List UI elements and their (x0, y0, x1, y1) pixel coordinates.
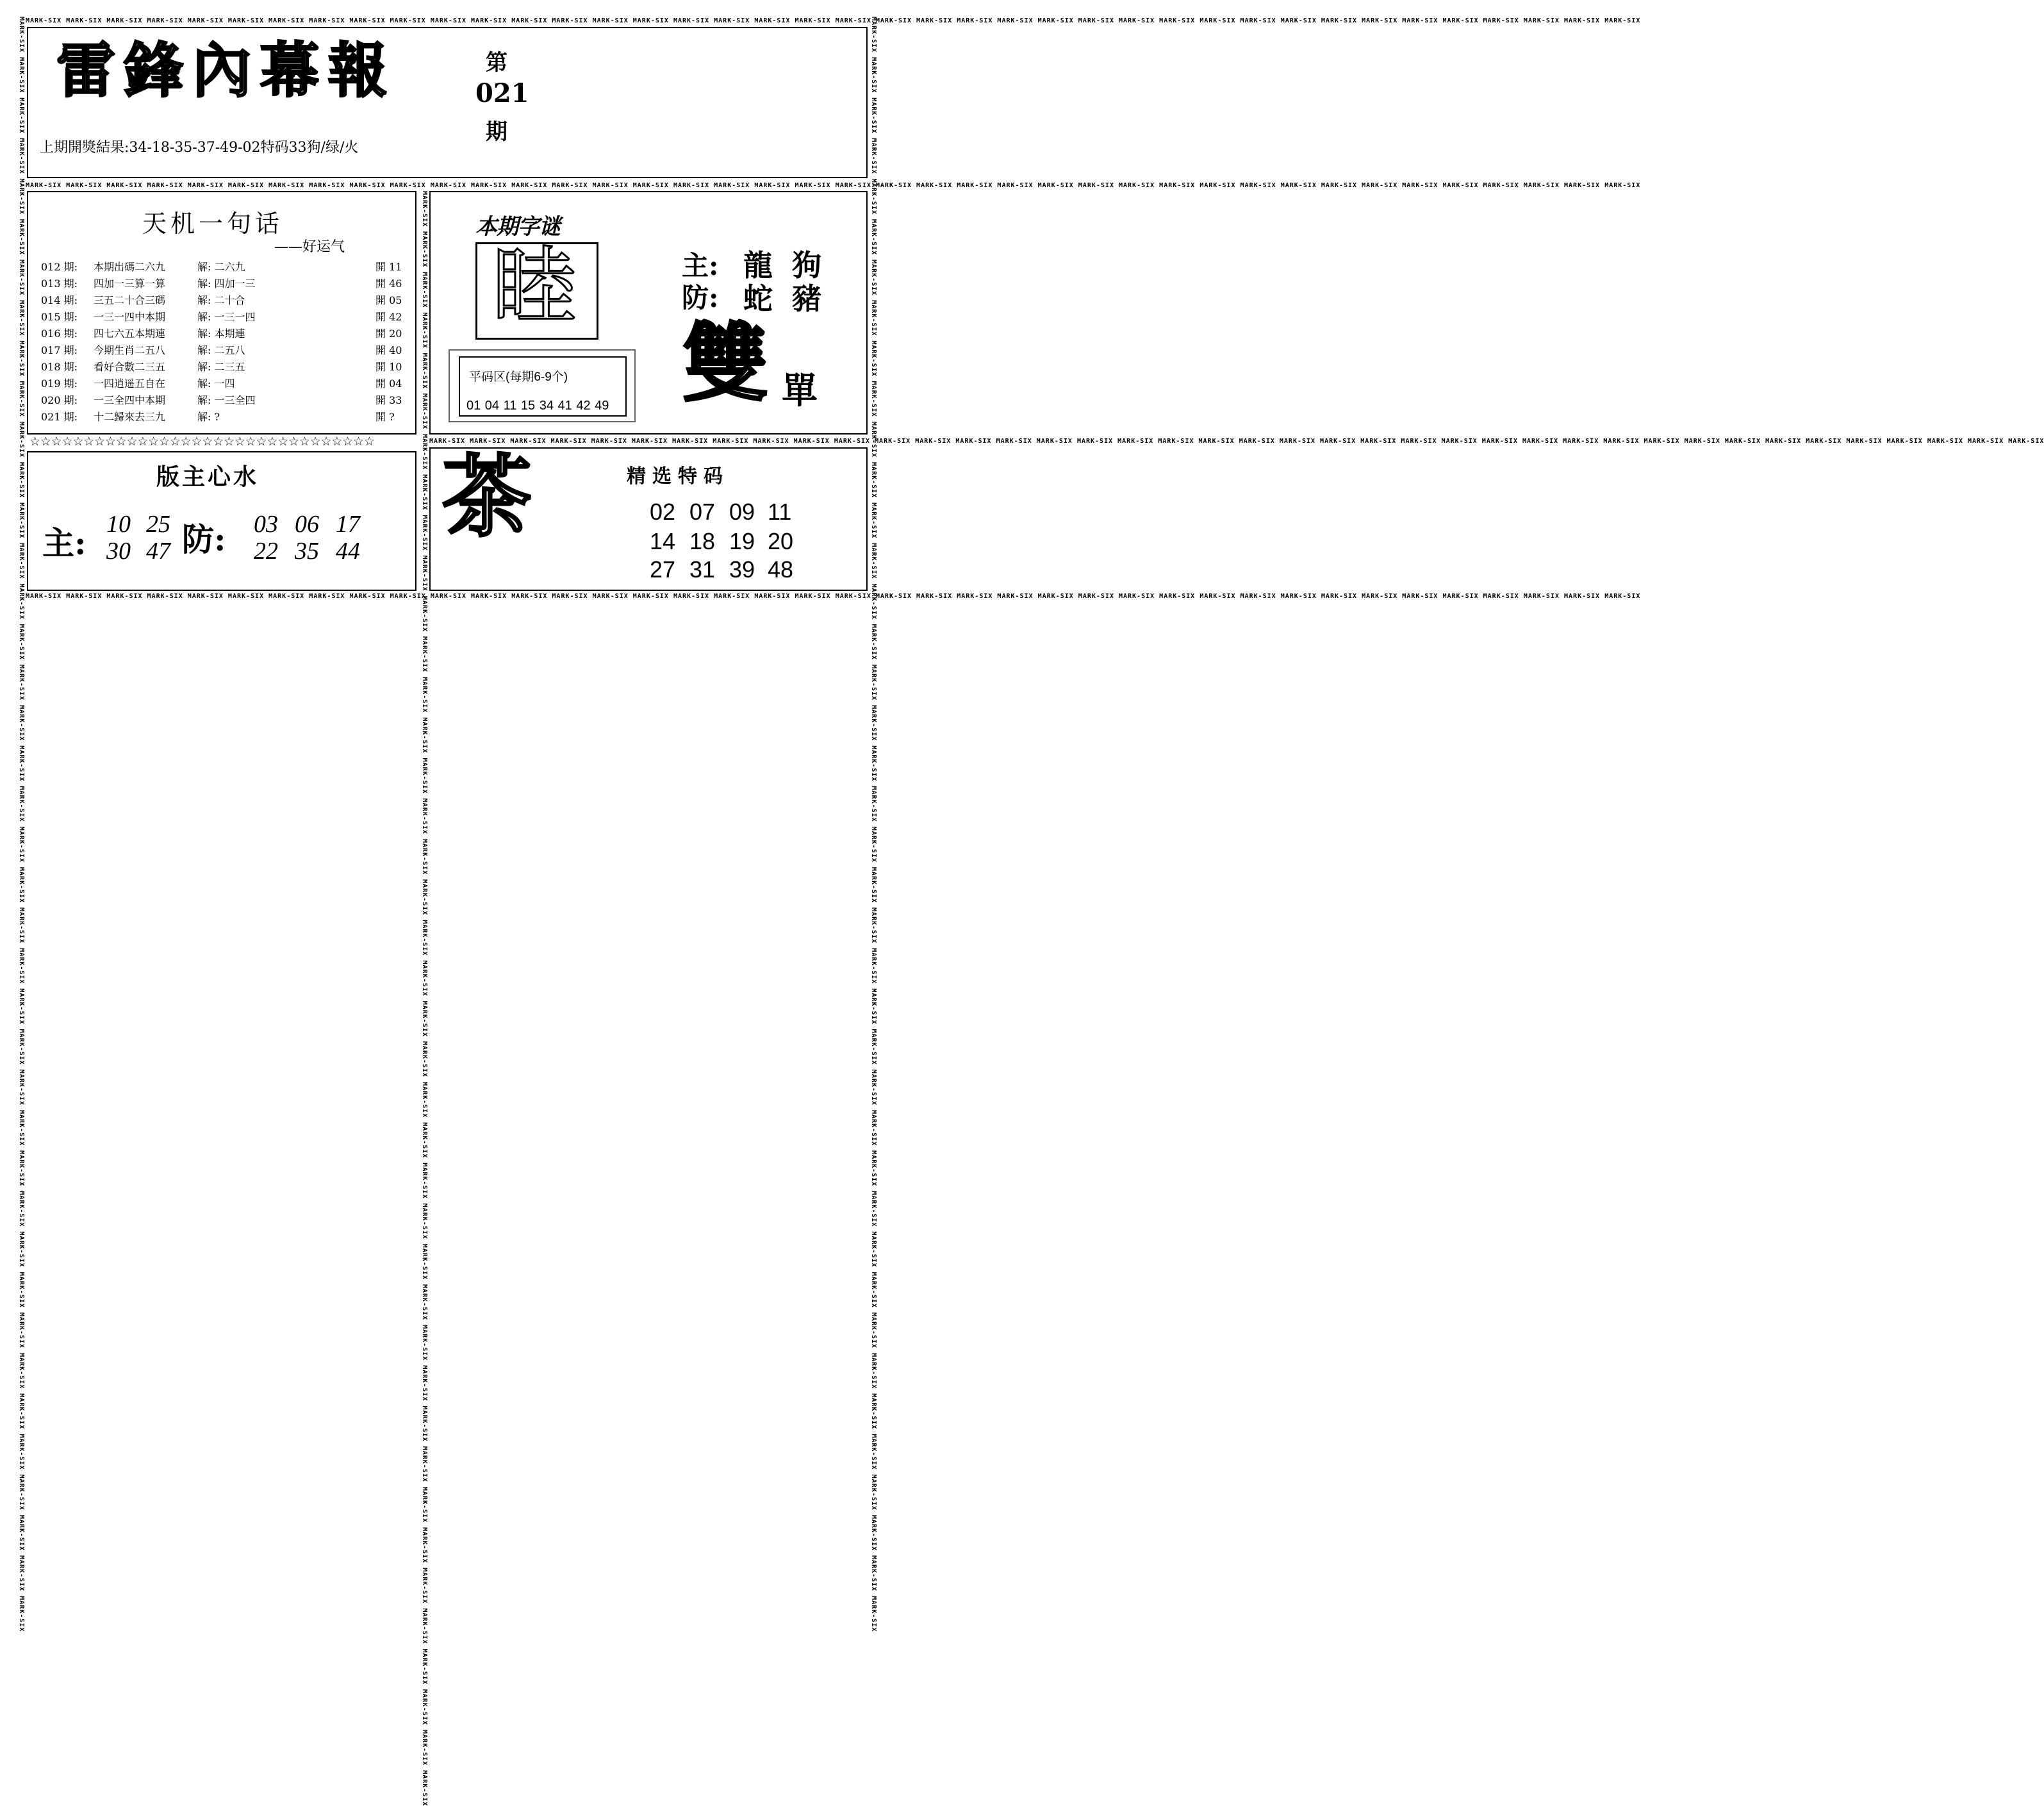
clue-text: 四加一三算一算 (94, 278, 166, 290)
main-number: 25 (146, 511, 170, 538)
issue-label: 012 期: (41, 261, 78, 273)
draw-result: 開 ? (375, 411, 395, 423)
border-top-strip: MARK-SIX MARK-SIX MARK-SIX MARK-SIX MARK-SIX MARK-SIX MARK-SIX MARK-SIX MARK-SIX MARK-SIX MARK-SIX MARK-SIX MARK-SIX MARK-SIX MARK-SIX MARK-SIX MARK-SIX MARK-SIX MARK-SIX MARK-SIX MARK-SIX MARK-SIX MARK-SIX MARK-SIX MARK-SIX MARK-SIX MARK-SIX MARK-SIX MARK-SIX MARK-SIX MARK-SIX MARK-SIX MARK-SIX MARK-SIX MARK-SIX MARK-SIX MARK-SIX MARK-SIX MARK-SIX MARK-SIX (26, 17, 1641, 24)
star-divider: ☆☆☆☆☆☆☆☆☆☆☆☆☆☆☆☆☆☆☆☆☆☆☆☆☆☆☆☆☆☆☆☆ (29, 435, 375, 449)
tema-number: 09 (729, 499, 755, 525)
tema-number: 02 (650, 499, 676, 525)
guard-number: 06 (295, 511, 319, 538)
issue-label: 013 期: (41, 278, 78, 290)
clue-text: 十二歸來去三九 (94, 411, 166, 423)
tema-number: 31 (689, 556, 716, 583)
answer-text: 解: 二三五 (197, 361, 245, 373)
draw-result: 開 11 (375, 261, 402, 273)
clue-text: 本期出碼二六九 (94, 261, 166, 273)
tema-number: 18 (689, 528, 716, 554)
answer-text: 解: 二十合 (197, 294, 245, 306)
shengxiao-guard-label: 防: (682, 282, 719, 313)
tianji-subtitle: ——好运气 (274, 239, 345, 255)
tema-number: 14 (650, 528, 676, 554)
zi-title: 本期字谜 (475, 214, 560, 240)
draw-result: 開 10 (375, 361, 402, 373)
draw-result: 開 42 (375, 311, 402, 323)
decor-tea-char: 茶 (442, 445, 532, 550)
border-middle-strip: MARK-SIX MARK-SIX MARK-SIX MARK-SIX MARK-SIX MARK-SIX MARK-SIX MARK-SIX MARK-SIX MARK-SIX MARK-SIX MARK-SIX MARK-SIX MARK-SIX MARK-SIX MARK-SIX MARK-SIX MARK-SIX MARK-SIX MARK-SIX MARK-SIX MARK-SIX MARK-SIX MARK-SIX MARK-SIX MARK-SIX MARK-SIX MARK-SIX MARK-SIX MARK-SIX MARK-SIX MARK-SIX MARK-SIX MARK-SIX MARK-SIX MARK-SIX MARK-SIX MARK-SIX MARK-SIX MARK-SIX (26, 182, 1641, 189)
issue-label: 014 期: (41, 294, 78, 306)
last-result: 上期開獎結果:34-18-35-37-49-02特码33狗/绿/火 (40, 140, 359, 156)
draw-result: 開 05 (375, 294, 402, 306)
border-right-mid-strip: MARK-SIX MARK-SIX MARK-SIX MARK-SIX MARK-SIX MARK-SIX MARK-SIX MARK-SIX MARK-SIX MARK-SIX MARK-SIX MARK-SIX MARK-SIX MARK-SIX MARK-SIX MARK-SIX MARK-SIX MARK-SIX MARK-SIX MARK-SIX MARK-SIX MARK-SIX MARK-SIX MARK-SIX MARK-SIX MARK-SIX MARK-SIX MARK-SIX MARK-SIX MARK-SIX MARK-SIX MARK-SIX MARK-SIX MARK-SIX MARK-SIX MARK-SIX MARK-SIX MARK-SIX MARK-SIX MARK-SIX (429, 438, 2044, 445)
clue-text: 看好合數二三五 (94, 361, 166, 373)
draw-result: 開 40 (375, 344, 402, 356)
zi-character: 睦 (492, 238, 577, 336)
small-dan-char: 單 (782, 370, 818, 412)
answer-text: 解: 本期連 (197, 327, 245, 340)
draw-result: 開 46 (375, 278, 402, 290)
answer-text: 解: 二五八 (197, 344, 245, 356)
clue-text: 今期生肖二五八 (94, 344, 166, 356)
issue-label: 018 期: (41, 361, 78, 373)
clue-text: 一四逍遥五自在 (94, 377, 166, 390)
tema-number: 27 (650, 556, 676, 583)
draw-result: 開 33 (375, 394, 402, 406)
border-bottom-strip: MARK-SIX MARK-SIX MARK-SIX MARK-SIX MARK-SIX MARK-SIX MARK-SIX MARK-SIX MARK-SIX MARK-SIX MARK-SIX MARK-SIX MARK-SIX MARK-SIX MARK-SIX MARK-SIX MARK-SIX MARK-SIX MARK-SIX MARK-SIX MARK-SIX MARK-SIX MARK-SIX MARK-SIX MARK-SIX MARK-SIX MARK-SIX MARK-SIX MARK-SIX MARK-SIX MARK-SIX MARK-SIX MARK-SIX MARK-SIX MARK-SIX MARK-SIX MARK-SIX MARK-SIX MARK-SIX MARK-SIX (26, 593, 1641, 600)
issue-label: 019 期: (41, 377, 78, 390)
guard-number: 35 (295, 538, 319, 565)
banzhu-title: 版主心水 (156, 463, 260, 490)
answer-text: 解: 二六九 (197, 261, 245, 273)
banzhu-main-label: 主: (42, 524, 87, 562)
clue-text: 一三一四中本期 (94, 311, 166, 323)
issue-label: 021 期: (41, 411, 78, 423)
issue-prefix: 第 (486, 50, 507, 76)
shengxiao-main-label: 主: (682, 250, 719, 281)
tema-number: 11 (768, 499, 792, 525)
jingxuan-title: 精选特码 (627, 465, 729, 488)
border-left-strip: MARK-SIX MARK-SIX MARK-SIX MARK-SIX MARK-SIX MARK-SIX MARK-SIX MARK-SIX MARK-SIX MARK-SIX MARK-SIX MARK-SIX MARK-SIX MARK-SIX MARK-SIX MARK-SIX MARK-SIX MARK-SIX MARK-SIX MARK-SIX MARK-SIX MARK-SIX MARK-SIX MARK-SIX MARK-SIX MARK-SIX MARK-SIX MARK-SIX MARK-SIX MARK-SIX MARK-SIX MARK-SIX MARK-SIX MARK-SIX MARK-SIX MARK-SIX MARK-SIX MARK-SIX MARK-SIX MARK-SIX (18, 17, 25, 1632)
tema-number: 48 (768, 556, 794, 583)
guard-number: 22 (254, 538, 278, 565)
guard-number: 44 (336, 538, 360, 565)
tema-number: 19 (729, 528, 755, 554)
tema-number: 20 (768, 528, 794, 554)
answer-text: 解: 一三一四 (197, 311, 256, 323)
shengxiao-guard-value: 蛇 豬 (743, 281, 822, 316)
issue-label: 015 期: (41, 311, 78, 323)
clue-text: 三五二十合三碼 (94, 294, 166, 306)
border-center-strip: MARK-SIX MARK-SIX MARK-SIX MARK-SIX MARK-SIX MARK-SIX MARK-SIX MARK-SIX MARK-SIX MARK-SIX MARK-SIX MARK-SIX MARK-SIX MARK-SIX MARK-SIX MARK-SIX MARK-SIX MARK-SIX MARK-SIX MARK-SIX MARK-SIX MARK-SIX MARK-SIX MARK-SIX MARK-SIX MARK-SIX MARK-SIX MARK-SIX MARK-SIX MARK-SIX MARK-SIX MARK-SIX MARK-SIX MARK-SIX MARK-SIX MARK-SIX MARK-SIX MARK-SIX MARK-SIX MARK-SIX (421, 191, 428, 1806)
issue-label: 020 期: (41, 394, 78, 406)
shengxiao-main-value: 龍 狗 (743, 248, 822, 283)
main-number: 47 (146, 538, 170, 565)
answer-text: 解: 四加一三 (197, 278, 256, 290)
big-shuang-char: 雙 (683, 314, 768, 413)
draw-result: 開 04 (375, 377, 402, 390)
issue-number: 021 (475, 78, 529, 108)
issue-suffix: 期 (486, 119, 507, 145)
guard-number: 03 (254, 511, 278, 538)
answer-text: 解: 一三全四 (197, 394, 256, 406)
pingma-numbers: 01 04 11 15 34 41 42 49 (466, 399, 609, 413)
banzhu-guard-label: 防: (182, 520, 226, 558)
tianji-title: 天机一句话 (142, 210, 284, 238)
issue-label: 017 期: (41, 344, 78, 356)
main-number: 30 (106, 538, 131, 565)
issue-label: 016 期: (41, 327, 78, 340)
pingma-title: 平码区(每期6-9个) (469, 370, 568, 384)
answer-text: 解: ? (197, 411, 220, 423)
tema-number: 39 (729, 556, 755, 583)
tema-number: 07 (689, 499, 716, 525)
answer-text: 解: 一四 (197, 377, 235, 390)
main-number: 10 (106, 511, 131, 538)
clue-text: 一三全四中本期 (94, 394, 166, 406)
page-title: 雷鋒內幕報 (56, 36, 397, 105)
border-right-strip: MARK-SIX MARK-SIX MARK-SIX MARK-SIX MARK-SIX MARK-SIX MARK-SIX MARK-SIX MARK-SIX MARK-SIX MARK-SIX MARK-SIX MARK-SIX MARK-SIX MARK-SIX MARK-SIX MARK-SIX MARK-SIX MARK-SIX MARK-SIX MARK-SIX MARK-SIX MARK-SIX MARK-SIX MARK-SIX MARK-SIX MARK-SIX MARK-SIX MARK-SIX MARK-SIX MARK-SIX MARK-SIX MARK-SIX MARK-SIX MARK-SIX MARK-SIX MARK-SIX MARK-SIX MARK-SIX MARK-SIX (870, 17, 877, 1632)
clue-text: 四七六五本期連 (94, 327, 166, 340)
guard-number: 17 (336, 511, 360, 538)
draw-result: 開 20 (375, 327, 402, 340)
